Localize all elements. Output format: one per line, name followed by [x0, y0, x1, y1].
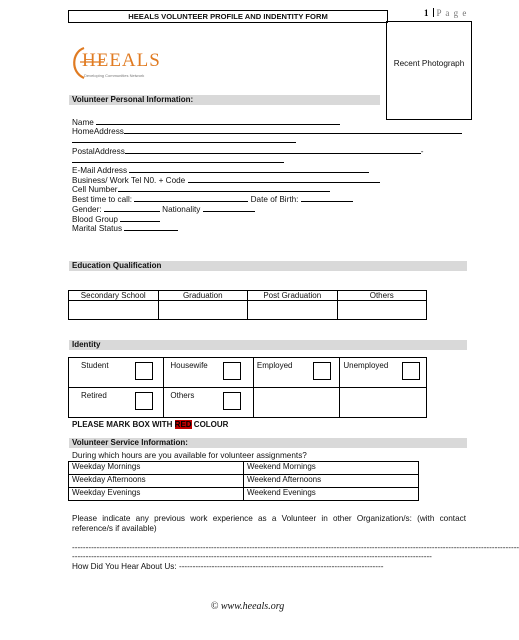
education-cell-post-graduation[interactable]: [248, 301, 338, 320]
footer-website: © www.heeals.org: [210, 601, 285, 612]
identity-heading: Identity: [69, 340, 467, 350]
identity-label-unemployed: Unemployed: [343, 361, 389, 370]
experience-prompt: Please indicate any previous work experience as a Volunteer in other Organization/s: (with contact reference/s if available): [72, 514, 466, 533]
mark-instruction-red: RED: [174, 420, 192, 429]
education-col-post-graduation: Post Graduation: [248, 291, 338, 301]
name-field[interactable]: [96, 116, 340, 125]
slot-weekend-evenings[interactable]: Weekend Evenings: [244, 488, 419, 501]
education-cell-others[interactable]: [337, 301, 427, 320]
checkbox-retired[interactable]: [135, 392, 153, 410]
checkbox-student[interactable]: [135, 362, 153, 380]
nationality-field[interactable]: [203, 203, 255, 212]
postal-address-label: PostalAddress: [72, 147, 125, 156]
slot-weekday-evenings[interactable]: Weekday Evenings: [69, 488, 244, 501]
gender-field[interactable]: [104, 203, 160, 212]
photo-box[interactable]: [386, 21, 472, 120]
postal-address-field-2[interactable]: [72, 154, 284, 163]
slot-weekend-mornings[interactable]: Weekend Mornings: [244, 462, 419, 475]
logo-tagline: Developing Communities Network: [84, 73, 145, 78]
logo-text: HEEALS: [82, 50, 161, 71]
dob-field[interactable]: [301, 193, 353, 202]
page-number: [424, 8, 467, 18]
identity-label-employed: Employed: [256, 361, 293, 370]
identity-cell-empty-2: [340, 388, 427, 418]
cell-field[interactable]: [118, 183, 330, 192]
availability-row-evenings: [69, 488, 419, 501]
mark-instruction: [72, 420, 228, 429]
marital-status-row: [72, 222, 178, 234]
home-address-field-2[interactable]: [72, 134, 296, 143]
page-word: P a g e: [436, 8, 468, 18]
dob-label: Date of Birth:: [250, 195, 299, 204]
identity-row-2: [69, 388, 427, 418]
slot-weekday-mornings[interactable]: Weekday Mornings: [69, 462, 244, 475]
cell-label: Cell Number: [72, 185, 118, 194]
availability-row-afternoons: [69, 475, 419, 488]
marital-status-field[interactable]: [124, 222, 178, 231]
heard-about-field[interactable]: ---------------------------------------------------------------------------: [178, 562, 384, 571]
marital-status-label: Marital Status: [72, 224, 123, 233]
blood-group-label: Blood Group: [72, 215, 118, 224]
availability-row-mornings: [69, 462, 419, 475]
identity-label-housewife: Housewife: [170, 361, 208, 370]
availability-table: [68, 461, 419, 501]
experience-dash-line-2[interactable]: ------------------------------------------------------------------------------------------------------------------------------------: [72, 552, 432, 561]
identity-label-retired: Retired: [81, 391, 107, 400]
mark-instruction-before: PLEASE MARK BOX WITH: [72, 420, 175, 429]
heeals-logo: [70, 44, 160, 84]
slot-weekday-afternoons[interactable]: Weekday Afternoons: [69, 475, 244, 488]
best-time-field[interactable]: [134, 193, 248, 202]
service-heading: Volunteer Service Information:: [69, 438, 467, 448]
identity-table: [68, 357, 427, 418]
best-time-label: Best time to call:: [72, 195, 133, 204]
education-header-row: [69, 291, 427, 301]
identity-label-student: Student: [81, 361, 109, 370]
mark-instruction-after: COLOUR: [191, 420, 229, 429]
business-tel-label: Business/ Work Tel N0. + Code: [72, 176, 186, 185]
postal-address-field[interactable]: [125, 145, 421, 154]
name-label: Name: [72, 118, 94, 127]
slot-weekend-afternoons[interactable]: Weekend Afternoons: [244, 475, 419, 488]
nationality-label: Nationality: [162, 205, 201, 214]
personal-info-heading: Volunteer Personal Information:: [69, 95, 380, 105]
education-cell-graduation[interactable]: [158, 301, 248, 320]
home-address-field[interactable]: [124, 125, 462, 134]
identity-cell-empty-1: [253, 388, 339, 418]
education-heading: Education Qualification: [69, 261, 467, 271]
postal-address-row: PostalAddress -: [72, 147, 424, 156]
business-tel-field[interactable]: [188, 174, 380, 183]
checkbox-others[interactable]: [223, 392, 241, 410]
experience-dash-line-1[interactable]: --------------------------------------------------------------------------------------------------------------------------------------------------------------------: [72, 543, 519, 552]
education-input-row: [69, 301, 427, 320]
checkbox-employed[interactable]: [313, 362, 331, 380]
education-col-secondary: Secondary School: [69, 291, 159, 301]
education-table: [68, 290, 427, 320]
checkbox-unemployed[interactable]: [402, 362, 420, 380]
page-number-value: 1: [424, 8, 430, 18]
blood-group-field[interactable]: [120, 213, 160, 222]
education-col-others: Others: [337, 291, 427, 301]
availability-question: During which hours are you available for volunteer assignments?: [72, 451, 307, 460]
identity-label-others: Others: [170, 391, 195, 400]
heard-about-row: [72, 562, 466, 572]
checkbox-housewife[interactable]: [223, 362, 241, 380]
form-title: HEEALS VOLUNTEER PROFILE AND INDENTITY FORM: [68, 10, 388, 23]
email-label: E-Mail Address: [72, 166, 128, 175]
gender-label: Gender:: [72, 205, 102, 214]
photo-label: Recent Photograph: [393, 59, 465, 68]
heard-about-label: How Did You Hear About Us:: [72, 562, 177, 571]
email-field[interactable]: [129, 164, 369, 173]
home-address-label: HomeAddress: [72, 127, 124, 136]
education-cell-secondary[interactable]: [69, 301, 159, 320]
education-col-graduation: Graduation: [158, 291, 248, 301]
identity-row-1: [69, 358, 427, 388]
